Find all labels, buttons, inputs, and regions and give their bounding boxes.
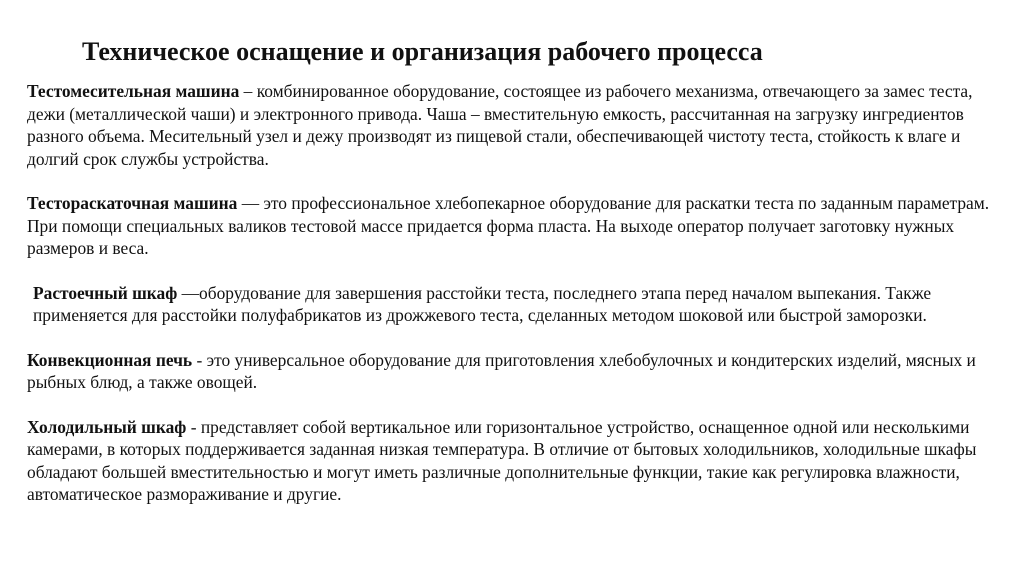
paragraph-convection-oven [27, 349, 999, 394]
term-sheeting-machine: Тестораскаточная машина [27, 193, 238, 213]
text-kneading-machine: – комбинированное оборудование, состоящее из рабочего механизма, отвечающего за замес теста, дежи (металлической чаши) и электронного привода. Чаша – вместительную емкость, рассчитанная на загрузку ингредиентов разного объема. Месительный узел и дежу производят из пищевой стали, обеспечивающей чистоту теста, стойкость к влаге и долгий срок службы устройства. [27, 81, 973, 169]
term-convection-oven: Конвекционная печь [27, 349, 193, 370]
text-refrigerator-cabinet: - представляет собой вертикальное или горизонтальное устройство, оснащенное одной или несколькими камерами, в которых поддерживается заданная низкая температура. В отличие от бытовых холодильников, холодильные шкафы обладают большей вместительностью и могут иметь различные дополнительные функции, такие как регулировка влажности, автоматическое размораживание и другие. [27, 416, 977, 504]
term-proofing-cabinet: Растоечный шкаф [33, 282, 178, 303]
paragraph-sheeting-machine [27, 192, 999, 260]
term-kneading-machine: Тестомесительная машина [27, 81, 240, 101]
slide-title: Техническое оснащение и организация рабочего процесса [82, 37, 763, 66]
text-proofing-cabinet: —оборудование для завершения расстойки теста, последнего этапа перед началом выпекания. Также применяется для расстойки полуфабрикатов из дрожжевого теста, сделанных методом шоковой или быстрой заморозки. [33, 282, 932, 325]
term-refrigerator-cabinet: Холодильный шкаф [27, 416, 187, 437]
paragraph-refrigerator-cabinet [27, 416, 999, 506]
text-sheeting-machine: — это профессиональное хлебопекарное оборудование для раскатки теста по заданным параметрам. При помощи специальных валиков тестовой массе придается форма пласта. На выходе оператор получает заготовку нужных размеров и веса. [27, 193, 990, 258]
paragraph-proofing-cabinet [27, 282, 999, 327]
text-convection-oven: - это универсальное оборудование для приготовления хлебобулочных и кондитерских изделий, мясных и рыбных блюд, а также овощей. [27, 349, 976, 392]
slide-content [27, 80, 999, 528]
paragraph-kneading-machine [27, 80, 999, 170]
